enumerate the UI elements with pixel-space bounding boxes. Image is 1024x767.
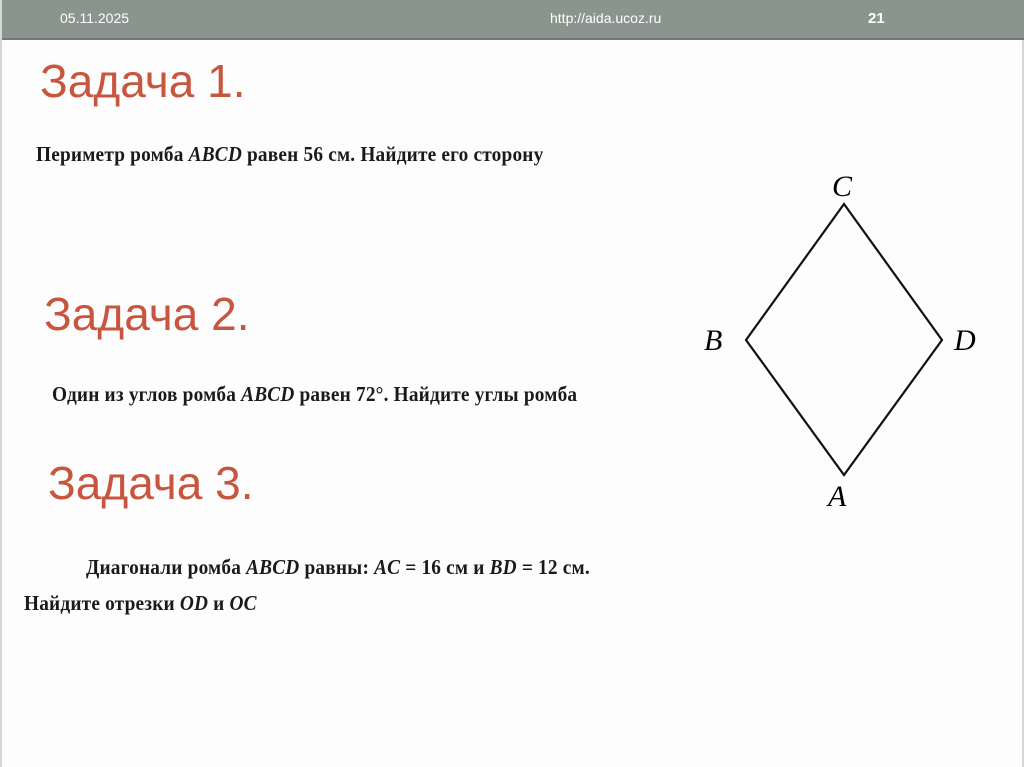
- task-3-text-part: ABCD: [246, 555, 300, 579]
- header-url: http://aida.ucoz.ru: [550, 10, 662, 26]
- task-1-text-part: равен 56 см. Найдите его сторону: [241, 142, 544, 166]
- task-3-text-part: OC: [229, 591, 257, 615]
- task-2-text-part: равен 72°. Найдите углы ромба: [294, 382, 578, 406]
- task-3-text-part: Диагонали ромба: [86, 555, 247, 579]
- task-3-title: Задача 3.: [48, 457, 254, 509]
- task-3-text-part: BD: [489, 555, 517, 579]
- vertex-label-d: D: [954, 324, 976, 357]
- task-3-text-part: Найдите отрезки: [24, 591, 180, 615]
- vertex-label-b: B: [704, 324, 723, 357]
- rhombus-figure: [692, 160, 1002, 520]
- task-2-text: [52, 382, 577, 407]
- task-3-text-part: и: [208, 591, 230, 615]
- task-3-text-part: AC: [374, 555, 401, 579]
- task-1-title: Задача 1.: [40, 55, 246, 107]
- task-3-text-part: = 16 см и: [400, 555, 490, 579]
- task-3-text-part: = 12 см.: [516, 555, 590, 579]
- task-2-text-part: ABCD: [241, 382, 295, 406]
- vertex-label-c: C: [832, 170, 853, 203]
- vertex-label-a: A: [828, 480, 847, 513]
- task-1-text-part: Периметр ромба: [36, 142, 189, 166]
- header-page-number: 21: [868, 10, 885, 27]
- task-3-text-line-2: [24, 591, 257, 616]
- task-3-text-part: OD: [179, 591, 209, 615]
- task-2-text-part: Один из углов ромба: [52, 382, 242, 406]
- task-1-text: [36, 142, 543, 167]
- rhombus-shape: [746, 204, 942, 475]
- slide-header-bar: [2, 0, 1024, 40]
- task-3-text-part: равны:: [299, 555, 375, 579]
- task-2-title: Задача 2.: [44, 288, 250, 340]
- task-3-text-line-1: [86, 555, 590, 580]
- task-1-text-part: ABCD: [188, 142, 242, 166]
- header-date: 05.11.2025: [60, 10, 130, 26]
